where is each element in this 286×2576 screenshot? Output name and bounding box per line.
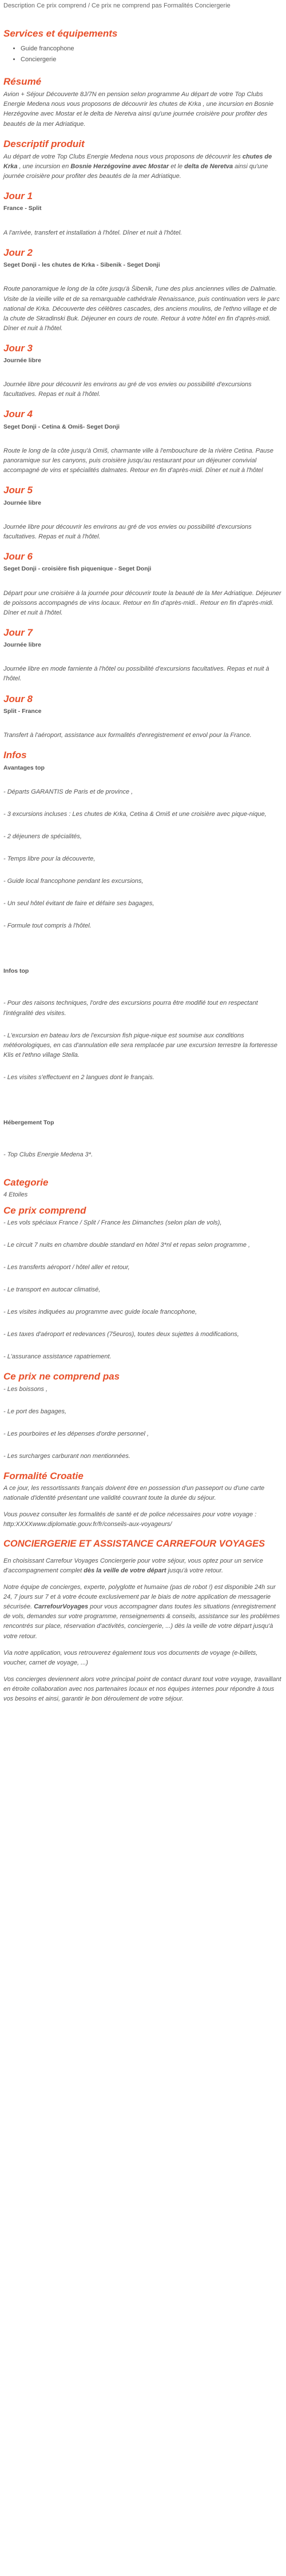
services-title: Services et équipements bbox=[3, 27, 118, 39]
conciergerie-section bbox=[3, 1539, 283, 1703]
info-item: - 2 déjeuners de spécialités, bbox=[3, 833, 82, 840]
ne-comprend-item: - Les surcharges carburant non mentionnées. bbox=[3, 1452, 130, 1460]
infos-section bbox=[3, 750, 283, 1160]
day-subtitle: Seget Donji - Cetina & Omiš- Seget Donji bbox=[3, 423, 120, 430]
list-item: • Guide francophone bbox=[21, 44, 283, 54]
comprend-item: - Les taxes d'aéroport et redevances (75euros), toutes deux sujettes à modifications, bbox=[3, 1331, 239, 1338]
info-item: - L'excursion en bateau lors de l'excursion fish pique-nique est soumise aux conditions météorologiques, en cas d'annulation elle sera remplacée par une excursion terrestre la forteresse Klis et l'ethno village Stella. bbox=[3, 1032, 278, 1059]
day-text: Route panoramique le long de la côte jusqu'à Šibenik, l'une des plus anciennes villes de Dalmatie. Visite de la vieille ville et de sa remarquable cathédrale Renaissance, puis continuation vers le parc national de Krka. Découverte des célèbres cascades, des anciens moulins, de l'ethno village et de la chute de Skradinski Buk. Déjeuner en cours de route. Retour à votre hôtel en fin d'après-midi. Dîner et nuit à l'hôtel. bbox=[3, 286, 280, 332]
day-text: Journée libre pour découvrir les environs au gré de vos envies ou possibilité d'excursions facultatives. Repas et nuit à l'hôtel. bbox=[3, 381, 252, 398]
day-2 bbox=[3, 247, 283, 334]
info-item: - Formule tout compris à l'hôtel. bbox=[3, 922, 92, 930]
comprend-item: - Les vols spéciaux France / Split / France les Dimanches (selon plan de vols), bbox=[3, 1219, 222, 1226]
resume-section bbox=[3, 76, 283, 129]
day-title: Jour 7 bbox=[3, 627, 33, 638]
ne-comprend-item: - Les boissons , bbox=[3, 1385, 48, 1393]
day-3 bbox=[3, 343, 283, 400]
info-item: - Pour des raisons techniques, l'ordre des excursions pourra être modifié tout en respectant l'intégralité des visites. bbox=[3, 1000, 258, 1017]
day-subtitle: Journée libre bbox=[3, 499, 41, 506]
comprend-item: - Le transport en autocar climatisé, bbox=[3, 1286, 101, 1294]
comprend-item: - Le circuit 7 nuits en chambre double standard en hôtel 3*nl et repas selon programme , bbox=[3, 1241, 251, 1249]
day-subtitle: Journée libre bbox=[3, 357, 41, 364]
day-subtitle: Split - France bbox=[3, 707, 42, 715]
services-section bbox=[3, 28, 283, 65]
day-title: Jour 2 bbox=[3, 247, 33, 258]
conciergerie-text: Notre équipe de concierges, experte, polyglotte et humaine (pas de robot !) est disponible 24h sur 24, 7 jours sur 7 et à votre écoute exclusivement par le biais de notre application de messagerie sécurisée. CarrefourVoyages pour vous accompagner dans toutes les situations (enregistrement de vols, demandes sur votre programme, renseignements & conseils, assistance sur les problèmes rencontrés sur place, réservation d'activités, conciergerie, ...) dès la veille de votre départ jusqu'à votre retour. bbox=[3, 1584, 280, 1640]
day-title: Jour 8 bbox=[3, 693, 33, 704]
day-text: Départ pour une croisière à la journée pour découvrir toute la beauté de la Mer Adriatique. Déjeuner de poissons accompagnés de vins locaux. Retour en fin d'après-midi.. Retour en fin d'après-midi. Dîner et nuit à l'hôtel. bbox=[3, 589, 281, 616]
descriptif-text: Au départ de votre Top Clubs Energie Medena nous vous proposons de découvrir les chutes de Krka , une incursion en Bosnie Herzégovine avec Mostar et le delta de Neretva ainsi qu'une journée croisière pour profiter des beautés de la mer Adriatique. bbox=[3, 153, 272, 180]
tab-bar[interactable]: Description Ce prix comprend / Ce prix ne comprend pas Formalités Conciergerie bbox=[3, 2, 231, 9]
day-6 bbox=[3, 551, 283, 618]
day-8 bbox=[3, 693, 283, 741]
list-item: • Conciergerie bbox=[21, 55, 283, 65]
categorie-value: 4 Etoiles bbox=[3, 1191, 28, 1199]
ne-comprend-item: - Le port des bagages, bbox=[3, 1408, 67, 1415]
comprend-item: - L'assurance assistance rapatriement. bbox=[3, 1353, 112, 1361]
conciergerie-title: CONCIERGERIE ET ASSISTANCE CARREFOUR VOYAGES bbox=[3, 1539, 265, 1549]
day-title: Jour 1 bbox=[3, 191, 33, 202]
infos-subtitle: Avantages top bbox=[3, 764, 45, 771]
day-title: Jour 6 bbox=[3, 550, 33, 562]
day-1 bbox=[3, 191, 283, 238]
infos-subtitle-3: Hébergement Top bbox=[3, 1119, 54, 1126]
formalite-text: A ce jour, les ressortissants français doivent être en possession d'un passeport ou d'une carte nationale d'identité présentant une validité couvrant toute la durée du séjour. bbox=[3, 1485, 265, 1502]
day-title: Jour 3 bbox=[3, 342, 33, 354]
ne-comprend-title: Ce prix ne comprend pas bbox=[3, 1371, 120, 1382]
conciergerie-text: Vos concierges deviennent alors votre principal point de contact durant tout votre voyage, travaillant en étroite collaboration avec nos partenaires locaux et nos équipes internes pour répondre à tous vos besoins et ainsi, garantir le bon déroulement de votre séjour. bbox=[3, 1675, 281, 1702]
day-text: A l'arrivée, transfert et installation à l'hôtel. Dîner et nuit à l'hôtel. bbox=[3, 229, 182, 236]
conciergerie-text: En choisissant Carrefour Voyages Conciergerie pour votre séjour, vous optez pour un service d'accompagnement complet dès la veille de votre départ jusqu'à votre retour. bbox=[3, 1558, 263, 1575]
day-subtitle: Seget Donji - les chutes de Krka - Sibenik - Seget Donji bbox=[3, 261, 160, 269]
info-item: - Les visites s'effectuent en 2 langues dont le français. bbox=[3, 1073, 154, 1081]
comprend-item: - Les transferts aéroport / hôtel aller et retour, bbox=[3, 1264, 130, 1271]
info-item: - 3 excursions incluses : Les chutes de Krka, Cetina & Omiš et une croisière avec pique-nique, bbox=[3, 810, 267, 818]
services-list bbox=[3, 44, 283, 65]
day-4 bbox=[3, 409, 283, 475]
day-subtitle: France - Split bbox=[3, 205, 42, 212]
info-item: - Temps libre pour la découverte, bbox=[3, 855, 96, 863]
comprend-section bbox=[3, 1205, 283, 1362]
info-item: - Un seul hôtel évitant de faire et défaire ses bagages, bbox=[3, 900, 154, 907]
comprend-item: - Les visites indiquées au programme avec guide locale francophone, bbox=[3, 1309, 197, 1316]
day-7 bbox=[3, 627, 283, 684]
resume-text: Avion + Séjour Découverte 8J/7N en pension selon programme Au départ de votre Top Clubs Energie Medena nous vous proposons de découvrir les chutes de Krka , une incursion en Bosnie Herzégovine avec Mostar et le delta de Neretva ainsi qu'une journée croisière pour profiter des beautés de la mer Adriatique. bbox=[3, 91, 274, 128]
infos-subtitle-2: Infos top bbox=[3, 968, 29, 975]
infos-title: Infos bbox=[3, 750, 27, 761]
day-title: Jour 4 bbox=[3, 409, 33, 420]
descriptif-section bbox=[3, 138, 283, 182]
day-subtitle: Seget Donji - croisière fish piquenique - Seget Donji bbox=[3, 565, 152, 573]
day-text: Route le long de la côte jusqu'à Omiš, charmante ville à l'embouchure de la rivière Cetina. Pause panoramique sur les canyons, puis croisière jusqu'au restaurant pour un déjeuner convivial accompagné de vins et spécialités dalmates. Retour en fin d'après-midi. Dîner et nuit à l'hôtel bbox=[3, 447, 273, 474]
descriptif-title: Descriptif produit bbox=[3, 138, 85, 149]
day-text: Journée libre en mode farniente à l'hôtel ou possibilité d'excursions facultatives. Repas et nuit à l'hôtel. bbox=[3, 665, 269, 683]
info-item: - Top Clubs Energie Medena 3*. bbox=[3, 1151, 93, 1159]
formalite-link[interactable]: Vous pouvez consulter les formalités de santé et de police nécessaires pour votre voyage : http:XXXXwww.diplomatie.gouv.fr/fr/conseils-aux-voyageurs/ bbox=[3, 1511, 257, 1528]
resume-title: Résumé bbox=[3, 76, 42, 87]
categorie-section bbox=[3, 1177, 283, 1200]
day-5 bbox=[3, 485, 283, 542]
info-item: - Guide local francophone pendant les excursions, bbox=[3, 878, 144, 885]
formalite-title: Formalité Croatie bbox=[3, 1470, 84, 1481]
ne-comprend-item: - Les pourboires et les dépenses d'ordre personnel , bbox=[3, 1430, 149, 1437]
day-text: Transfert à l'aéroport, assistance aux formalités d'enregistrement et envol pour la France. bbox=[3, 732, 252, 739]
info-item: - Départs GARANTIS de Paris et de province , bbox=[3, 788, 133, 795]
day-text: Journée libre pour découvrir les environs au gré de vos envies ou possibilité d'excursions facultatives. Repas et nuit à l'hôtel. bbox=[3, 523, 252, 540]
conciergerie-text: Via notre application, vous retrouverez également tous vos documents de voyage (e-billets, voucher, carnet de voyage, ...) bbox=[3, 1649, 258, 1666]
day-title: Jour 5 bbox=[3, 485, 33, 496]
day-subtitle: Journée libre bbox=[3, 641, 41, 649]
ne-comprend-section bbox=[3, 1371, 283, 1461]
comprend-title: Ce prix comprend bbox=[3, 1204, 86, 1216]
formalite-section bbox=[3, 1471, 283, 1530]
categorie-title: Categorie bbox=[3, 1177, 49, 1188]
